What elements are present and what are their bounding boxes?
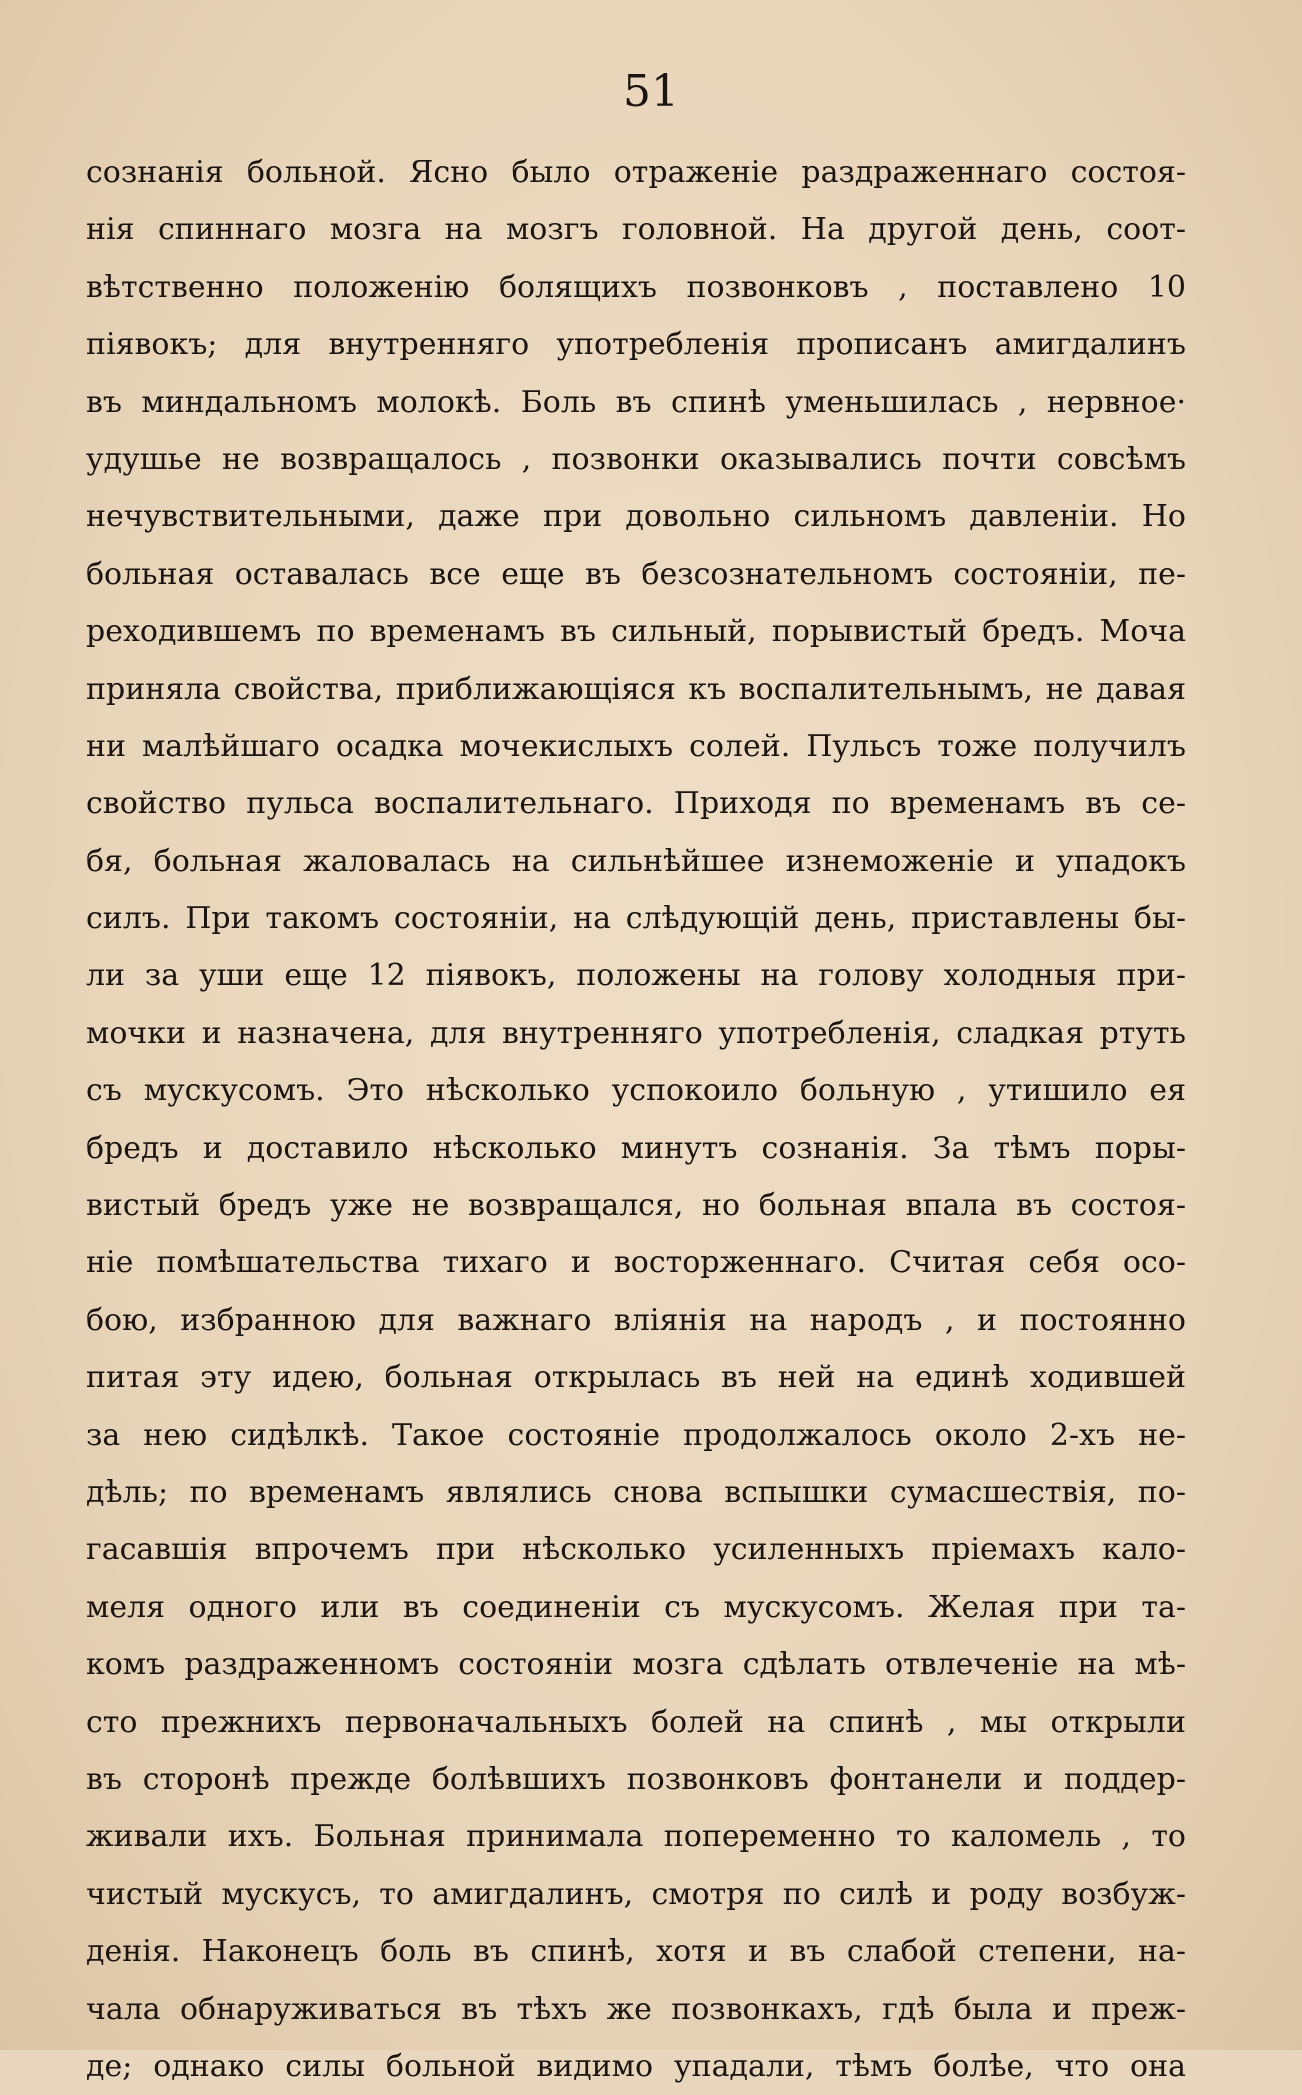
- text-line: съ мускусомъ. Это нѣсколько успокоило больную , утишило ея: [86, 1073, 1186, 1109]
- text-line: вистый бредъ уже не возвращался, но больная впала въ состоя-: [86, 1188, 1186, 1224]
- text-line: приняла свойства, приближающіяся къ воспалительнымъ, не давая: [86, 671, 1186, 707]
- text-line: гасавшія впрочемъ при нѣсколько усиленныхъ пріемахъ кало-: [86, 1532, 1186, 1568]
- text-line: въ сторонѣ прежде болѣвшихъ позвонковъ фонтанели и поддер-: [86, 1761, 1186, 1797]
- text-line: живали ихъ. Больная принимала попеременно то каломель , то: [86, 1819, 1186, 1855]
- text-line: больная оставалась все еще въ безсознательномъ состояніи, пе-: [86, 556, 1186, 592]
- text-line: реходившемъ по временамъ въ сильный, порывистый бредъ. Моча: [86, 614, 1186, 650]
- text-line: ли за уши еще 12 піявокъ, положены на голову холодныя при-: [86, 958, 1186, 994]
- text-line: бредъ и доставило нѣсколько минутъ сознанія. За тѣмъ поры-: [86, 1130, 1186, 1166]
- text-line: бя, больная жаловалась на сильнѣйшее изнеможеніе и упадокъ: [86, 843, 1186, 879]
- text-line: ни малѣйшаго осадка мочекислыхъ солей. Пульсъ тоже получилъ: [86, 728, 1186, 764]
- text-line: дѣль; по временамъ являлись снова вспышки сумасшествія, по-: [86, 1474, 1186, 1510]
- text-line: въ миндальномъ молокѣ. Боль въ спинѣ уменьшилась , нервное·: [86, 384, 1186, 420]
- text-line: бою, избранною для важнаго вліянія на народъ , и постоянно: [86, 1302, 1186, 1338]
- text-line: удушье не возвращалось , позвонки оказывались почти совсѣмъ: [86, 441, 1186, 477]
- text-line: вѣтственно положенію болящихъ позвонковъ , поставлено 10: [86, 269, 1186, 305]
- text-line: за нею сидѣлкѣ. Такое состояніе продолжалось около 2-хъ не-: [86, 1417, 1186, 1453]
- text-line: комъ раздраженномъ состояніи мозга сдѣлать отвлеченіе на мѣ-: [86, 1647, 1186, 1683]
- text-line: нечувствительными, даже при довольно сильномъ давленіи. Но: [86, 499, 1186, 535]
- text-line: денія. Наконецъ боль въ спинѣ, хотя и въ слабой степени, на-: [86, 1934, 1186, 1970]
- text-line: ніе помѣшательства тихаго и восторженнаго. Считая себя осо-: [86, 1245, 1186, 1281]
- text-line: сознанія больной. Ясно было отраженіе раздраженнаго состоя-: [86, 155, 1186, 190]
- text-line: меля одного или въ соединеніи съ мускусомъ. Желая при та-: [86, 1589, 1186, 1625]
- text-line: чистый мускусъ, то амигдалинъ, смотря по силѣ и роду возбуж-: [86, 1876, 1186, 1912]
- text-line: де; однако силы больной видимо упадали, тѣмъ болѣе, что она: [86, 2048, 1186, 2084]
- text-line: сто прежнихъ первоначальныхъ болей на спинѣ , мы открыли: [86, 1704, 1186, 1740]
- text-line: чала обнаруживаться въ тѣхъ же позвонкахъ, гдѣ была и преж-: [86, 1991, 1186, 2027]
- text-line: мочки и назначена, для внутренняго употребленія, сладкая ртуть: [86, 1015, 1186, 1051]
- text-line: питая эту идею, больная открылась въ ней на единѣ ходившей: [86, 1360, 1186, 1396]
- page-number: 51: [623, 66, 679, 117]
- text-line: силъ. При такомъ состояніи, на слѣдующій день, приставлены бы-: [86, 901, 1186, 937]
- body-text: [86, 144, 1186, 2095]
- text-line: свойство пульса воспалительнаго. Приходя по временамъ въ се-: [86, 786, 1186, 822]
- text-line: нія спиннаго мозга на мозгъ головной. На другой день, соот-: [86, 212, 1186, 248]
- text-line: піявокъ; для внутренняго употребленія прописанъ амигдалинъ: [86, 327, 1186, 363]
